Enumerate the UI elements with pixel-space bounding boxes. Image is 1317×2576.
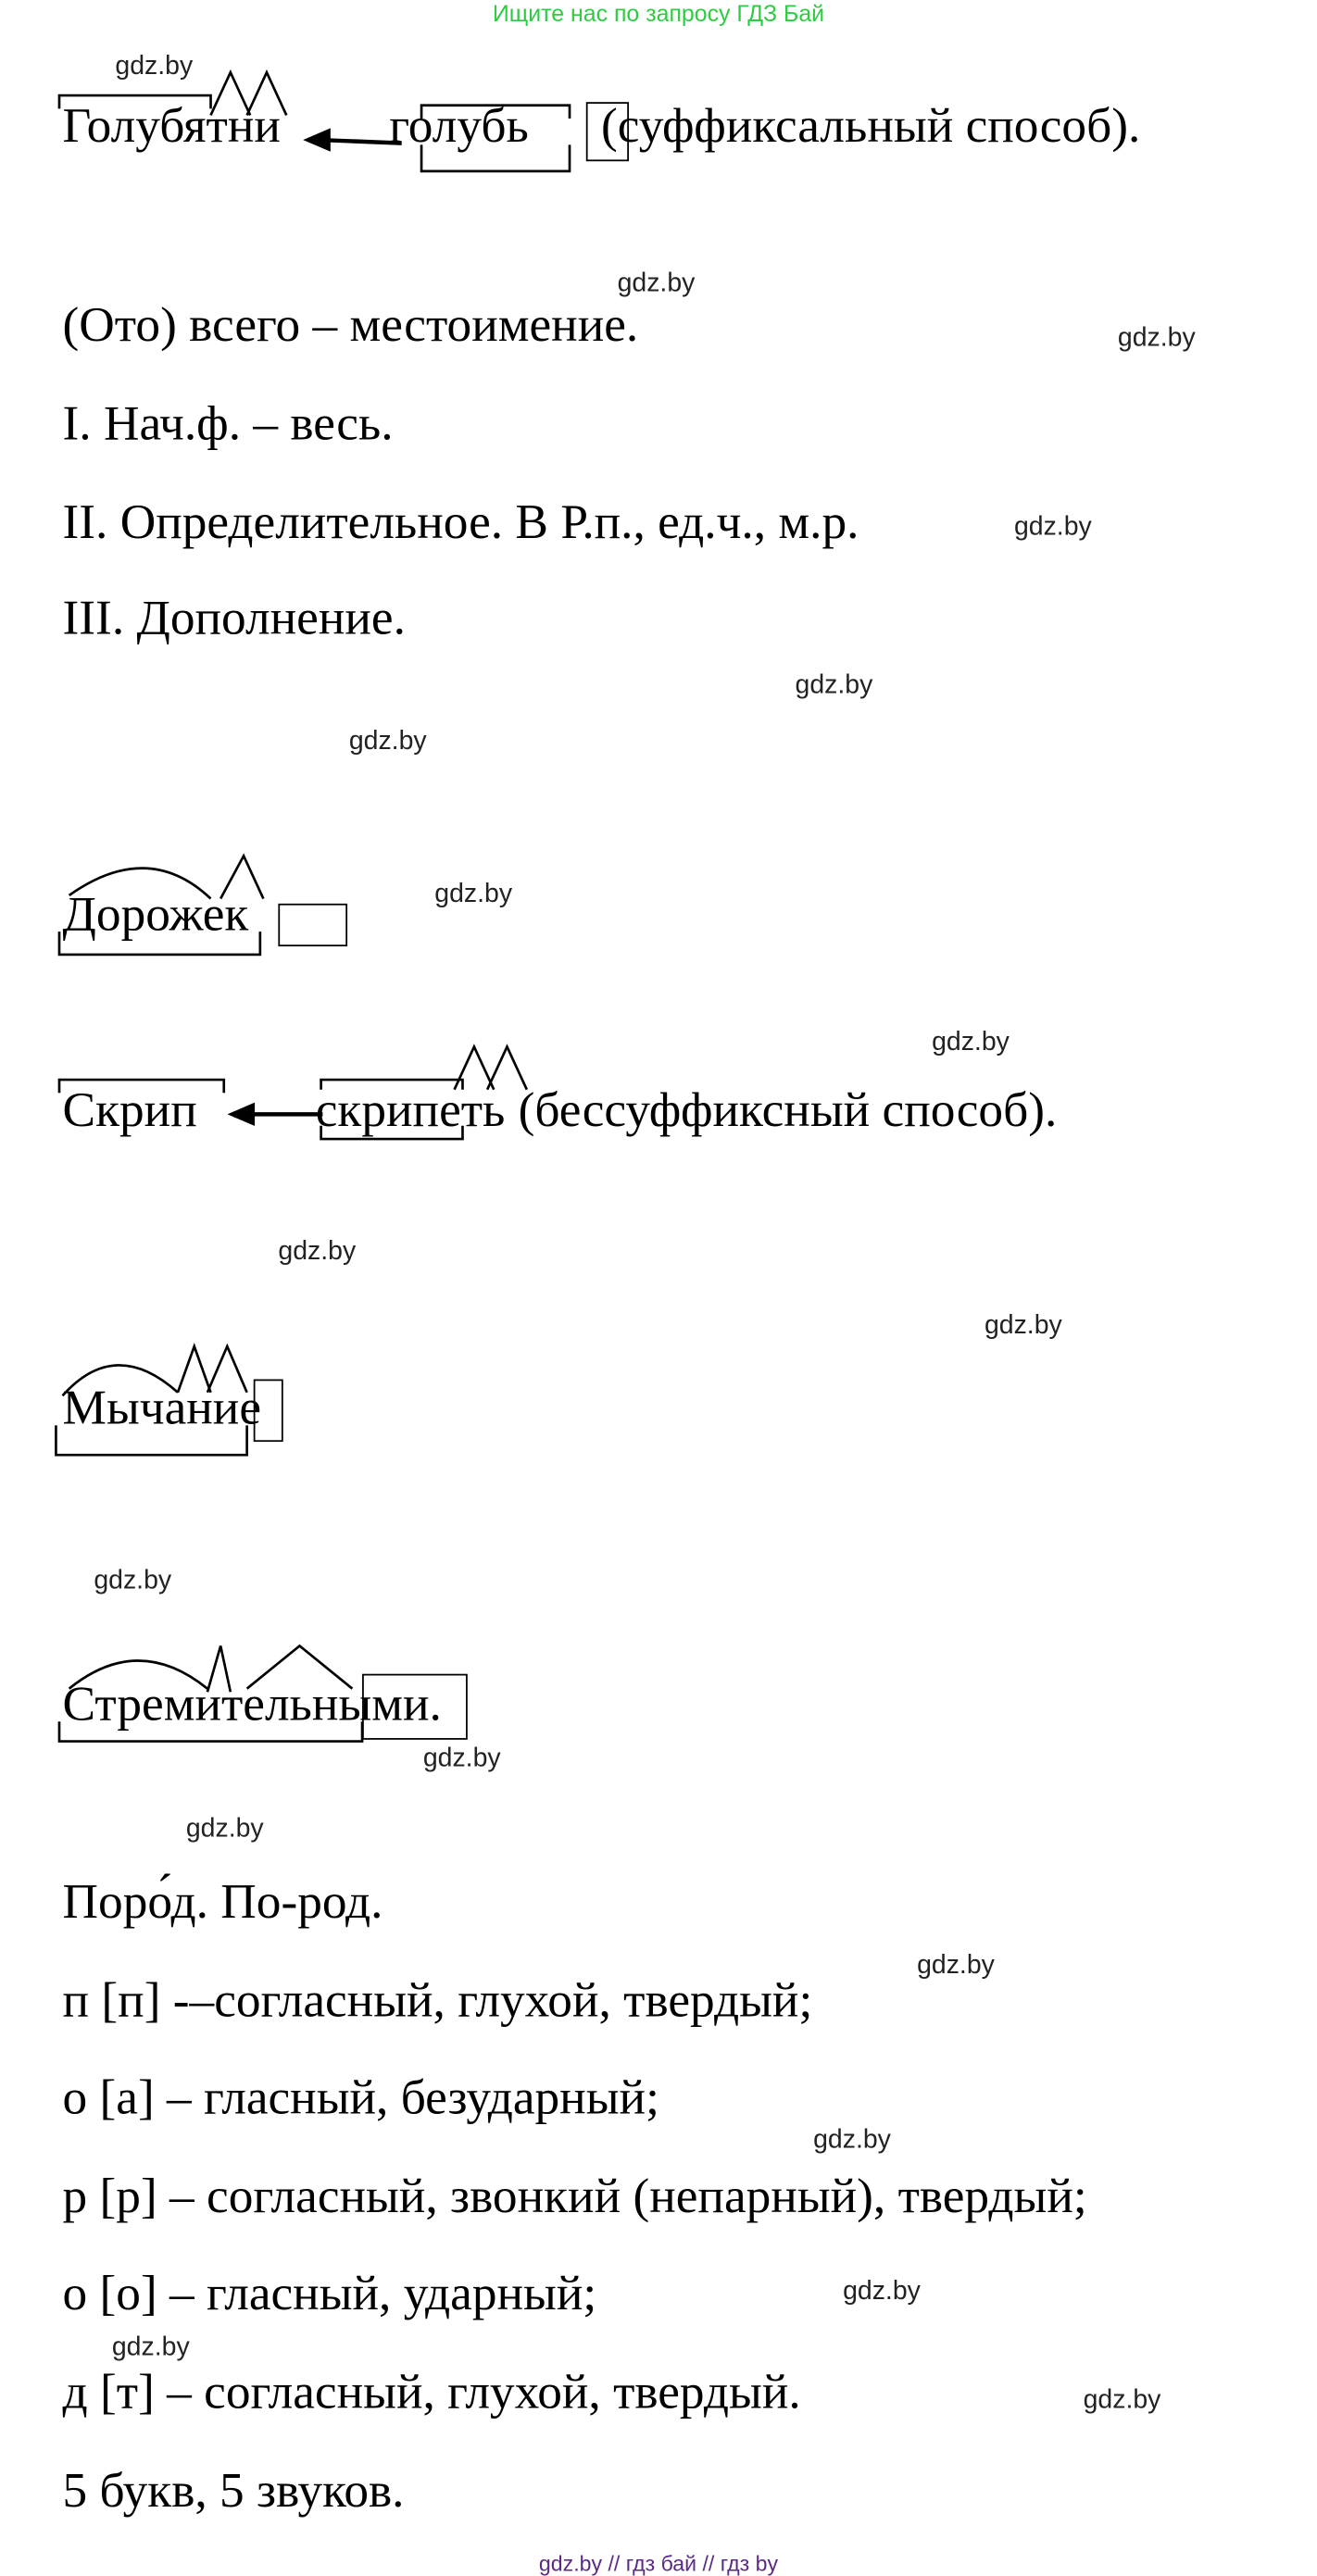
word4-line [62, 1381, 262, 1435]
watermark: gdz.by [434, 880, 513, 909]
word3-note: (бессуффиксный способ). [518, 1082, 1058, 1138]
word1-derived: Голубятни [62, 98, 281, 154]
word5-punct: . [429, 1677, 442, 1732]
word3-line [62, 1082, 1058, 1138]
empty-ending-box [278, 904, 347, 946]
watermark: gdz.by [1083, 2386, 1161, 2415]
word5-ending: ыми [338, 1677, 430, 1732]
watermark: gdz.by [111, 2333, 190, 2362]
watermark: gdz.by [932, 1028, 1010, 1057]
watermark: gdz.by [917, 1952, 995, 1981]
empty-ending-box [586, 102, 629, 161]
parse-line-2: II. Определительное. В Р.п., ед.ч., м.р. [62, 495, 859, 550]
phonetic-row: о [а] – гласный, безударный; [62, 2070, 659, 2125]
phonetic-row: п [п] -–согласный, глухой, твердый; [62, 1973, 813, 2028]
parse-title: (Ото) всего – местоимение. [62, 297, 639, 353]
word2-text: Дорожек [62, 887, 249, 942]
word2-line [62, 887, 249, 942]
word4-ending: е [239, 1381, 262, 1435]
ending-box [254, 1380, 283, 1443]
watermark: gdz.by [843, 2278, 921, 2307]
watermark: gdz.by [813, 2126, 891, 2155]
word3-derived: Скрип [62, 1082, 197, 1138]
word4-stem: Мычани [62, 1381, 240, 1435]
ending-box [362, 1674, 468, 1740]
word5-stem: Стремительн [62, 1677, 339, 1732]
phonetic-row: р [р] – согласный, звонкий (непарный), твердый; [62, 2169, 1087, 2224]
watermark: gdz.by [795, 671, 873, 700]
watermark: gdz.by [115, 52, 194, 81]
watermark: gdz.by [348, 727, 427, 756]
watermark: gdz.by [617, 269, 696, 298]
watermark: gdz.by [94, 1567, 172, 1595]
word3-source: скрипеть [315, 1082, 506, 1138]
parse-line-3: III. Дополнение. [62, 591, 406, 645]
header-banner[interactable]: Ищите нас по запросу ГДЗ Бай [492, 0, 825, 27]
footer-links[interactable]: gdz.by // гдз бай // гдз by [538, 2551, 779, 2576]
word1-note: (суффиксальный способ). [600, 98, 1141, 154]
watermark: gdz.by [984, 1311, 1062, 1340]
phonetic-title: Поро́д. По-род. [62, 1874, 383, 1930]
parse-line-1: I. Нач.ф. – весь. [62, 396, 394, 452]
watermark: gdz.by [185, 1815, 264, 1844]
phonetic-row: о [о] – гласный, ударный; [62, 2266, 597, 2321]
phonetic-row: д [т] – согласный, глухой, твердый. [62, 2365, 801, 2420]
word1-source: голубь [389, 98, 529, 154]
watermark: gdz.by [1013, 513, 1092, 542]
phonetic-summary: 5 букв, 5 звуков. [62, 2463, 405, 2519]
watermark: gdz.by [278, 1237, 357, 1266]
watermark: gdz.by [1117, 324, 1196, 353]
watermark: gdz.by [422, 1744, 501, 1773]
